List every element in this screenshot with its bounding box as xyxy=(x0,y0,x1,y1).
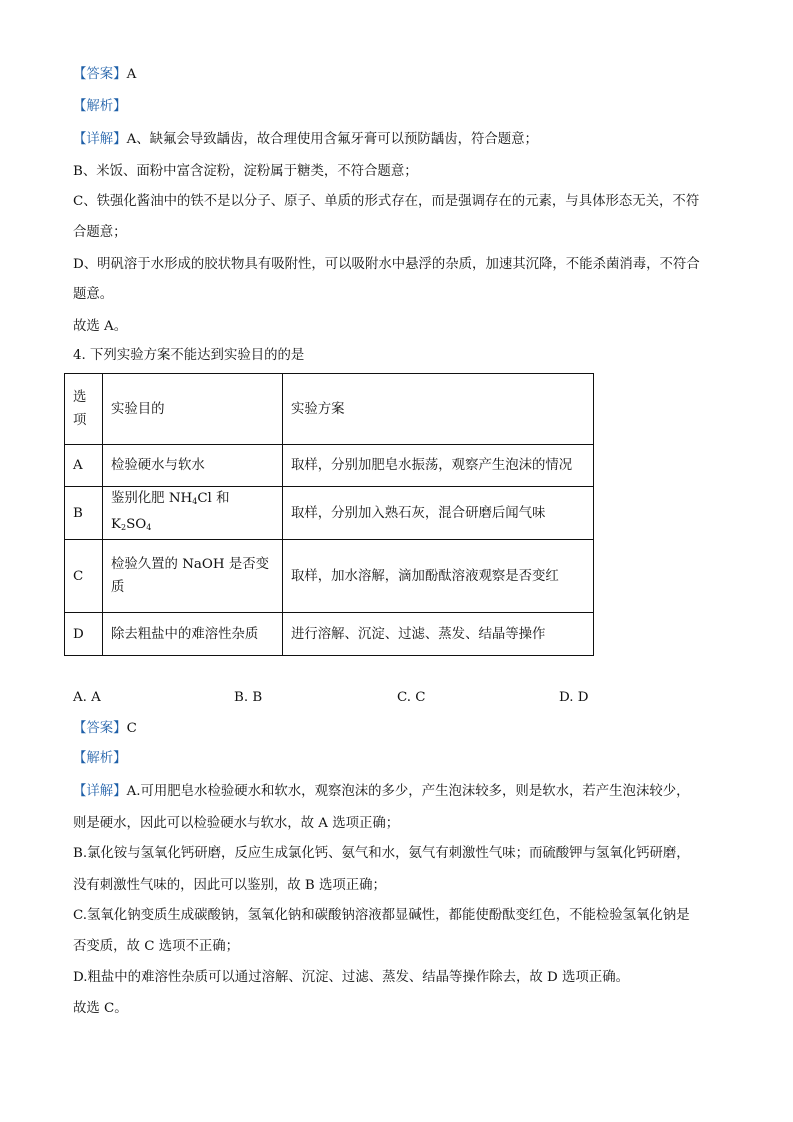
detail-tag: 【详解】 xyxy=(73,132,127,147)
row-purpose: 鉴别化肥 $NH_4Cl$ 和 $K_2SO_4$ xyxy=(103,487,283,540)
choice-b: B. B xyxy=(234,690,263,705)
choice-d: D. D xyxy=(559,690,589,705)
table-row xyxy=(65,445,594,487)
header-plan: 实验方案 xyxy=(283,374,594,445)
row-purpose: 检验久置的 NaOH 是否变 质 xyxy=(103,540,283,613)
row-plan: 取样，分别加入熟石灰，混合研磨后闻气味 xyxy=(283,487,594,540)
paragraph-line: A.可用肥皂水检验硬水和软水，观察泡沫的多少，产生泡沫较多，则是软水，若产生泡沫较少， xyxy=(126,784,690,799)
row-option: C xyxy=(65,540,103,613)
row-purpose: 除去粗盐中的难溶性杂质 xyxy=(103,613,283,656)
paragraph-line: 题意。 xyxy=(73,287,114,302)
paragraph-line: B.氯化铵与氢氧化钙研磨，反应生成氯化钙、氨气和水，氨气有刺激性气味；而硫酸钾与氢氧化钙研磨， xyxy=(73,846,690,861)
paragraph-line: D、明矾溶于水形成的胶状物具有吸附性，可以吸附水中悬浮的杂质，加速其沉降，不能杀菌消毒，不符合 xyxy=(73,257,700,272)
q4-analysis-tag: 【解析】 xyxy=(73,751,127,766)
row-plan: 取样，加水溶解，滴加酚酞溶液观察是否变红 xyxy=(283,540,594,613)
answer-value: A xyxy=(126,67,137,82)
row-option: A xyxy=(65,445,103,487)
q3-answer-line xyxy=(73,66,136,84)
paragraph-line: A、缺氟会导致龋齿，故合理使用含氟牙膏可以预防龋齿，符合题意； xyxy=(126,132,538,147)
header-option: 选 项 xyxy=(65,374,103,445)
paragraph-line: 则是硬水，因此可以检验硬水与软水，故 A 选项正确； xyxy=(73,816,400,831)
q4-answer-line xyxy=(73,720,137,738)
q3-analysis-tag: 【解析】 xyxy=(73,99,127,114)
paragraph-line: 合题意； xyxy=(73,225,127,240)
row-plan: 取样，分别加肥皂水振荡，观察产生泡沫的情况 xyxy=(283,445,594,487)
header-purpose: 实验目的 xyxy=(103,374,283,445)
paragraph-line: 没有刺激性气味的，因此可以鉴别，故 B 选项正确； xyxy=(73,878,386,893)
choice-a: A. A xyxy=(73,690,101,705)
paragraph-line: 故选 C。 xyxy=(73,1001,128,1016)
table-row xyxy=(65,487,594,540)
row-purpose: 检验硬水与软水 xyxy=(103,445,283,487)
row-plan: 进行溶解、沉淀、过滤、蒸发、结晶等操作 xyxy=(283,613,594,656)
detail-tag: 【详解】 xyxy=(73,784,127,799)
paragraph-line: C、铁强化酱油中的铁不是以分子、原子、单质的形式存在，而是强调存在的元素，与具体形态无关，不符 xyxy=(73,194,700,209)
row-option: B xyxy=(65,487,103,540)
paragraph-line: C.氢氧化钠变质生成碳酸钠，氢氧化钠和碳酸钠溶液都显碱性，都能使酚酞变红色，不能检验氢氧化钠是 xyxy=(73,908,690,923)
question-stem: 4. 下列实验方案不能达到实验目的的是 xyxy=(73,348,305,363)
table-header-row xyxy=(65,374,594,445)
experiment-table xyxy=(64,373,594,656)
table-row xyxy=(65,540,594,613)
paragraph-line: D.粗盐中的难溶性杂质可以通过溶解、沉淀、过滤、蒸发、结晶等操作除去，故 D 选项正确。 xyxy=(73,970,629,985)
answer-value: C xyxy=(126,721,137,736)
choice-c: C. C xyxy=(397,690,426,705)
table-row xyxy=(65,613,594,656)
q3-detail-line xyxy=(73,131,538,149)
paragraph-line: 故选 A。 xyxy=(73,319,128,334)
q4-detail-line xyxy=(73,783,690,801)
row-option: D xyxy=(65,613,103,656)
paragraph-line: 否变质，故 C 选项不正确； xyxy=(73,939,240,954)
answer-tag: 【答案】 xyxy=(73,721,127,736)
paragraph-line: B、米饭、面粉中富含淀粉，淀粉属于糖类，不符合题意； xyxy=(73,164,418,179)
answer-tag: 【答案】 xyxy=(73,67,127,82)
